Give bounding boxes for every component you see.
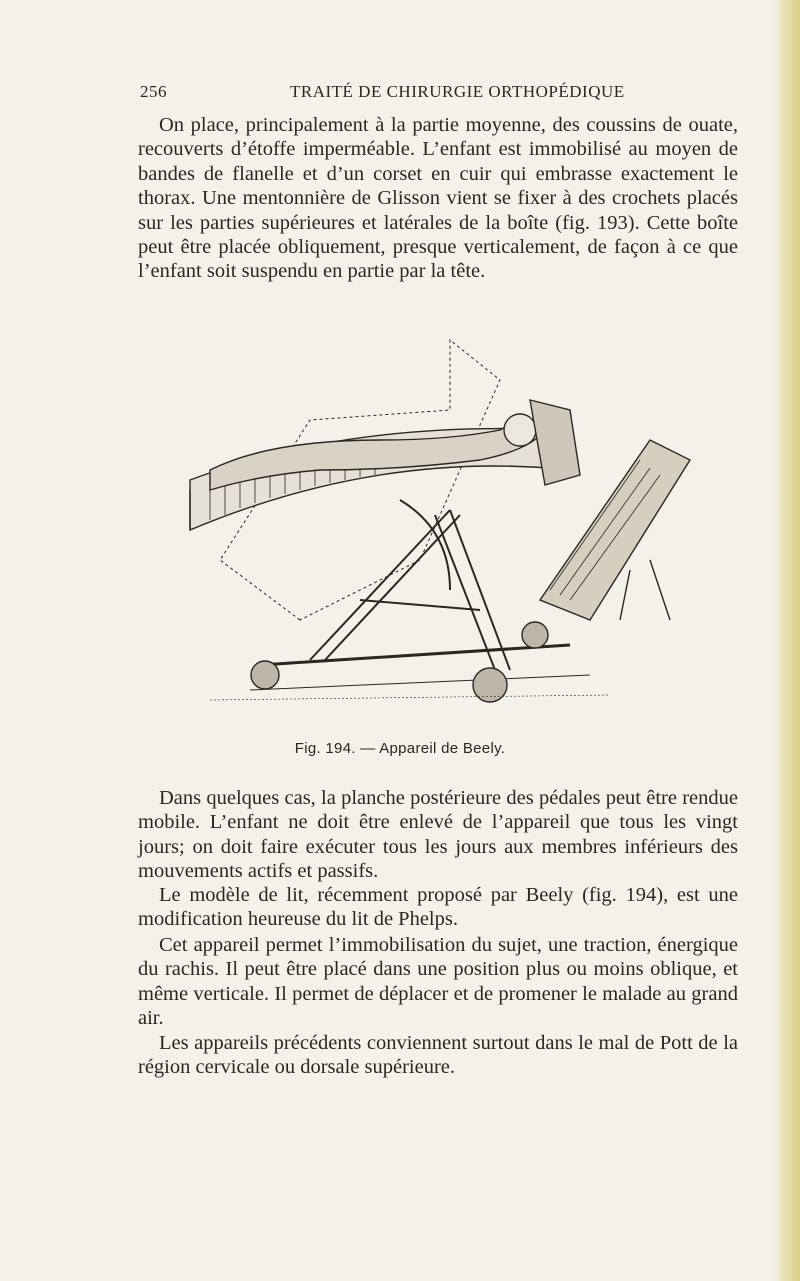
paragraph-3: Le modèle de lit, récemment proposé par Beely (fig. 194), est une modification heureuse du lit de Phelps. [138,884,738,931]
running-header [140,82,660,104]
patient-head [504,414,536,446]
paragraph-5: Les appareils précédents conviennent surtout dans le mal de Pott de la région cervicale ou dorsale supérieure. [138,1032,738,1079]
ground-shadow [210,695,610,700]
figure-beely-apparatus [150,300,710,730]
beely-bed-illustration [190,340,690,702]
running-title: TRAITÉ DE CHIRURGIE ORTHOPÉDIQUE [290,82,625,101]
page-edge-discoloration [774,0,800,1281]
wheel-front [251,661,279,689]
page-number: 256 [140,82,167,101]
base-rail [260,645,570,665]
paragraph-2: Dans quelques cas, la planche postérieure des pédales peut être rendue mobile. L’enfant ne doit être enlevé de l’appareil que tous les vingt jours; on doit faire exécuter tous les jours aux membres inférieurs des mouvements actifs et passifs. [138,787,738,883]
wheel-right [522,622,548,648]
paragraph-4: Cet appareil permet l’immobilisation du sujet, une traction, énergique du rachis. Il peut être placé dans une position plus ou moins oblique, et même verticale. Il permet de déplacer et de promener le malade au grand air. [138,934,738,1030]
cross-frame [310,500,510,670]
head-frame [530,400,580,485]
paragraph-1: On place, principalement à la partie moyenne, des coussins de ouate, recouverts d’étoffe imperméable. L’enfant est immobilisé au moyen de bandes de flanelle et d’un corset en cuir qui embrasse exactement le thorax. Une mentonnière de Glisson vient se fixer à des crochets placés sur les parties supérieures et latérales de la boîte (fig. 193). Cette boîte peut être placée obliquement, presque verticalement, de façon à ce que l’enfant soit suspendu en partie par la tête. [138,114,738,283]
figure-caption: Fig. 194. — Appareil de Beely. [294,740,506,757]
